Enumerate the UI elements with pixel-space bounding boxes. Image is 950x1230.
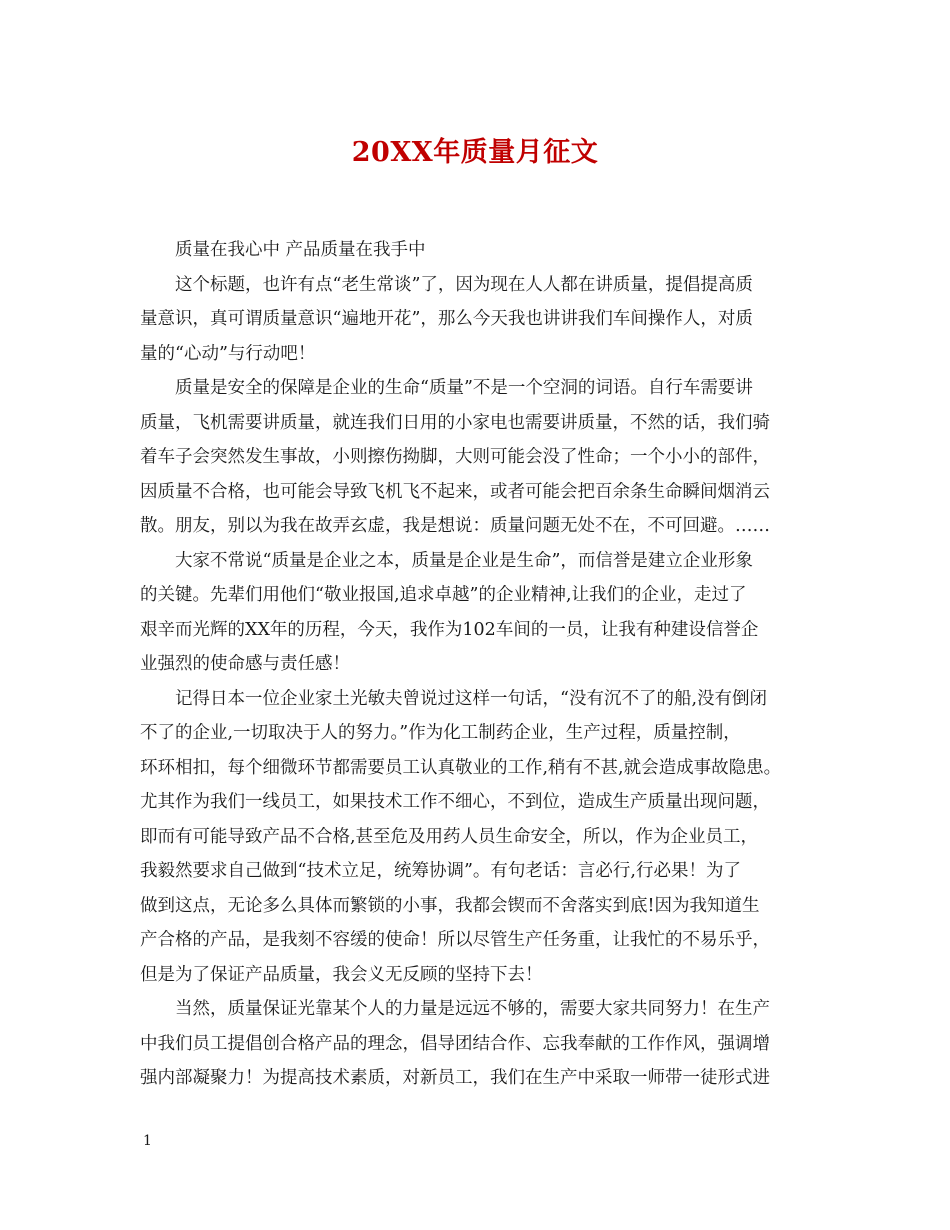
text-line: 量的“心动”与行动吧！ <box>140 343 316 364</box>
text-line: 我毅然要求自己做到“技术立足，统筹协调”。有句老话：言必行,行必果！为了 <box>140 861 741 881</box>
text-line: 着车子会突然发生事故，小则擦伤拗脚，大则可能会没了性命；一个小小的部件， <box>140 447 770 467</box>
text-line: 因质量不合格，也可能会导致飞机飞不起来，或者可能会把百余条生命瞬间烟消云 <box>140 481 770 502</box>
text-line: 业强烈的使命感与责任感！ <box>140 654 350 674</box>
document-title: 20XX年质量月征文 <box>351 137 599 168</box>
text-line: 质量是安全的保障是企业的生命“质量”不是一个空洞的词语。自行车需要讲 <box>175 378 753 398</box>
text-line: 但是为了保证产品质量，我会义无反顾的坚持下去！ <box>140 964 543 985</box>
text-line: 质量，飞机需要讲质量，就连我们日用的小家电也需要讲质量，不然的话，我们骑 <box>140 412 770 433</box>
text-line: 艰辛而光辉的XX年的历程，今天，我作为102车间的一员，让我有种建设信誉企 <box>140 619 759 640</box>
text-line: 尤其作为我们一线员工，如果技术工作不细心，不到位，造成生产质量出现问题， <box>140 792 770 812</box>
text-line: 质量在我心中 产品质量在我手中 <box>175 240 426 260</box>
text-line: 量意识，真可谓质量意识“遍地开花”，那么今天我也讲讲我们车间操作人，对质 <box>140 309 753 329</box>
text-line: 的关键。先辈们用他们“敬业报国,追求卓越”的企业精神,让我们的企业，走过了 <box>140 585 747 605</box>
text-line: 散。朋友，别以为我在故弄玄虚，我是想说：质量问题无处不在，不可回避。…… <box>140 516 770 536</box>
text-line: 中我们员工提倡创合格产品的理念，倡导团结合作、忘我奉献的工作作风，强调增 <box>140 1033 770 1054</box>
document-body <box>140 233 820 1096</box>
text-line: 强内部凝聚力！为提高技术素质，对新员工，我们在生产中采取一师带一徒形式进 <box>140 1068 770 1088</box>
text-line: 环环相扣，每个细微环节都需要员工认真敬业的工作,稍有不甚,就会造成事故隐患。 <box>140 757 782 778</box>
text-line: 大家不常说“质量是企业之本，质量是企业是生命”，而信誉是建立企业形象 <box>175 550 753 571</box>
text-line: 记得日本一位企业家土光敏夫曾说过这样一句话，“没有沉不了的船,没有倒闭 <box>175 688 768 709</box>
text-line: 即而有可能导致产品不合格,甚至危及用药人员生命安全，所以，作为企业员工， <box>140 826 759 847</box>
text-line: 这个标题，也许有点“老生常谈”了，因为现在人人都在讲质量，提倡提高质 <box>175 274 753 295</box>
text-line: 当然，质量保证光靠某个人的力量是远远不够的，需要大家共同努力！在生产 <box>175 999 770 1019</box>
page-number: 1 <box>143 1133 152 1149</box>
text-line: 做到这点，无论多么具体而繁锁的小事，我都会锲而不舍落实到底!因为我知道生 <box>140 895 760 916</box>
text-line: 不了的企业,一切取决于人的努力。”作为化工制药企业，生产过程，质量控制， <box>140 723 741 743</box>
text-line: 产合格的产品，是我刻不容缓的使命！所以尽管生产任务重，让我忙的不易乐乎， <box>140 930 770 950</box>
